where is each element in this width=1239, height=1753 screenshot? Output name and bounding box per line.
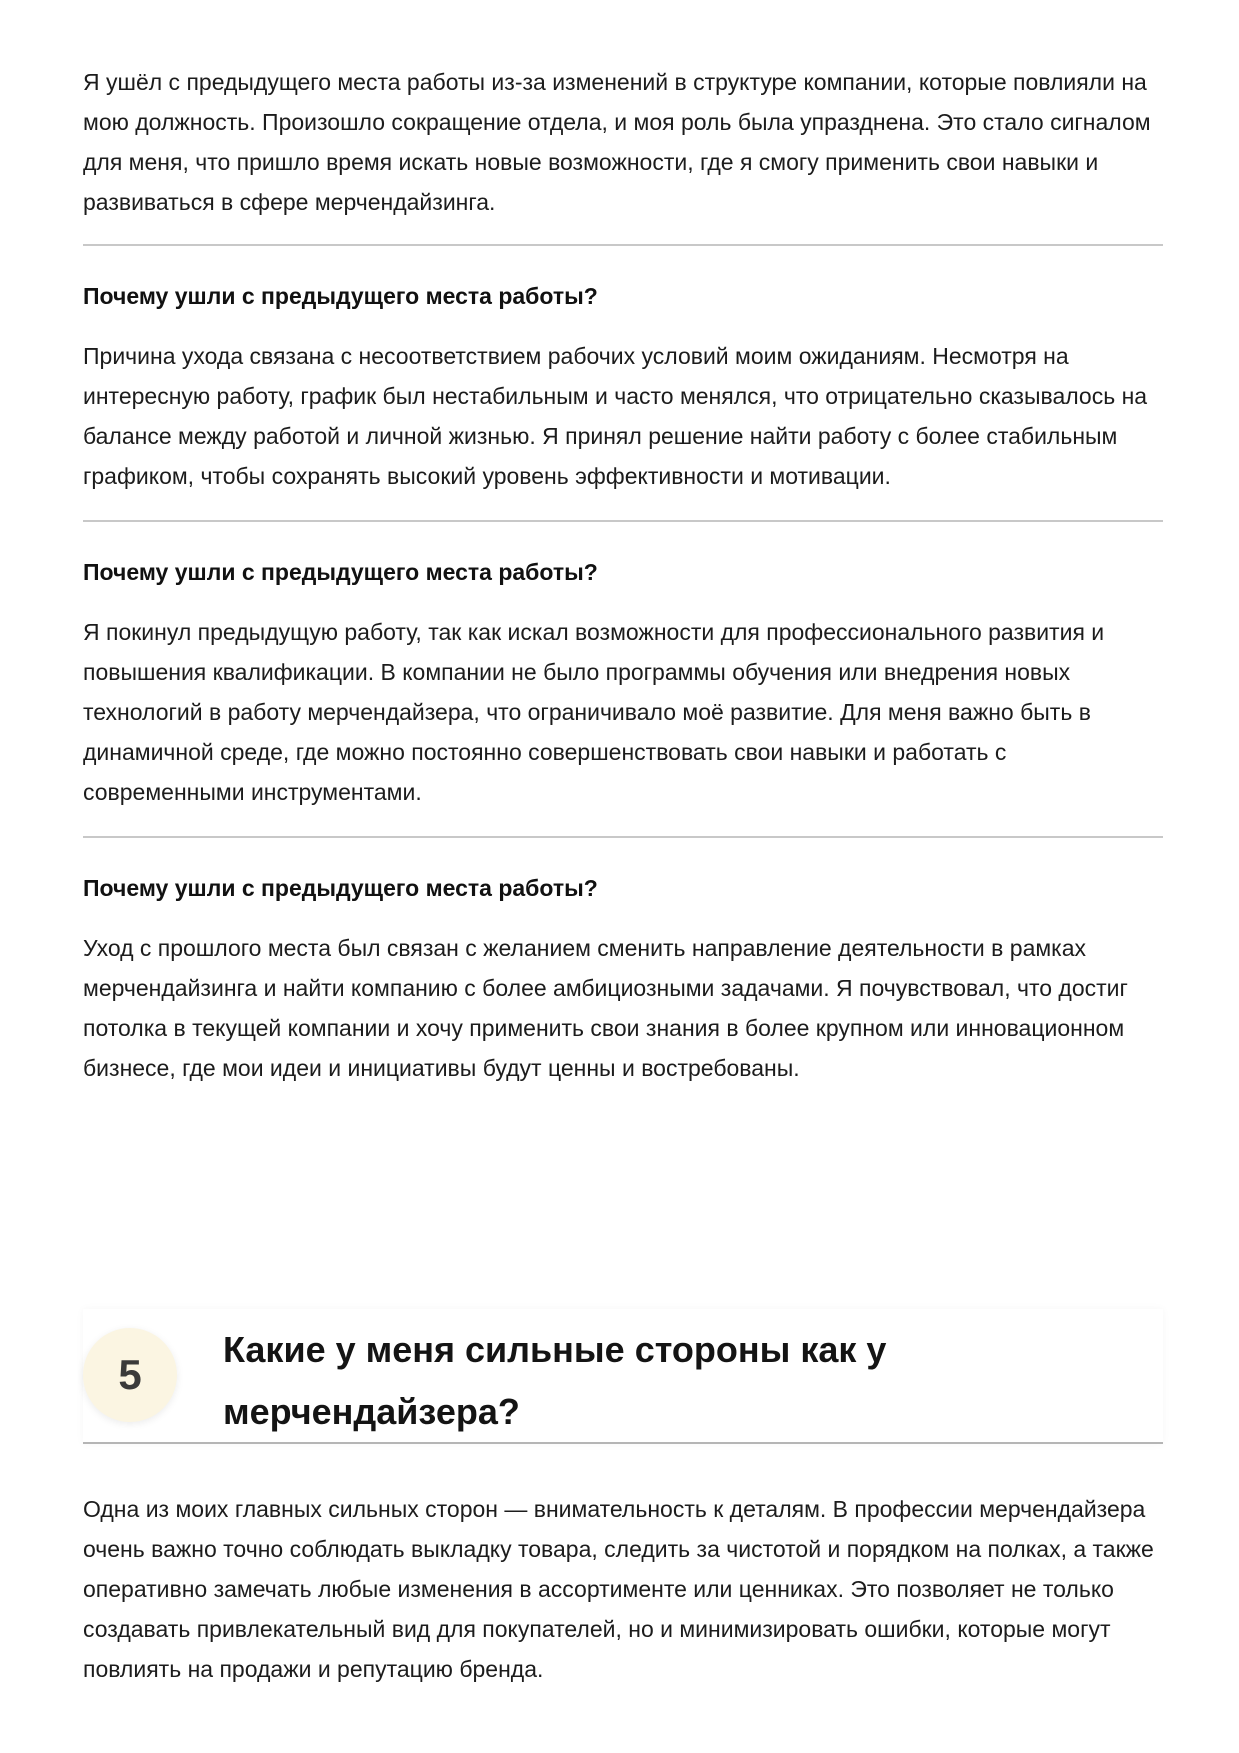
section-number-badge: 5 [83, 1328, 177, 1422]
question-heading: Почему ушли с предыдущего места работы? [83, 283, 598, 309]
divider [83, 244, 1163, 246]
qa-block-1 [83, 281, 1163, 496]
answer-text: Уход с прошлого места был связан с желанием сменить направление деятельности в рамках мерчендайзинга и найти компанию с более амбициозными задачами. Я почувствовал, что достиг потолка в текущей компании и хочу применить свои знания в более крупном или инновационном бизнесе, где мои идеи и инициативы будут ценны и востребованы. [83, 935, 1128, 1081]
answer-text: Причина ухода связана с несоответствием рабочих условий моим ожиданиям. Несмотря на интересную работу, график был нестабильным и часто менялся, что отрицательно сказывалось на балансе между работой и личной жизнью. Я принял решение найти работу с более стабильным графиком, чтобы сохранять высокий уровень эффективности и мотивации. [83, 343, 1148, 489]
qa-block-3 [83, 873, 1163, 1088]
section-underline [83, 1442, 1163, 1444]
question-heading: Почему ушли с предыдущего места работы? [83, 875, 598, 901]
divider [83, 836, 1163, 838]
answer-text: Я покинул предыдущую работу, так как искал возможности для профессионального развития и повышения квалификации. В компании не было программы обучения или внедрения новых технологий в работу мерчендайзера, что ограничивало моё развитие. Для меня важно быть в динамичной среде, где можно постоянно совершенствовать свои навыки и работать с современными инструментами. [83, 619, 1105, 805]
question-heading: Почему ушли с предыдущего места работы? [83, 559, 598, 585]
faq-content [83, 62, 1163, 1088]
section-header [83, 1309, 1163, 1444]
section-title: Какие у меня сильные стороны как у мерчендайзера? [223, 1329, 887, 1432]
qa-block-2 [83, 557, 1163, 812]
section-answer-text: Одна из моих главных сильных сторон — внимательность к деталям. В профессии мерчендайзера очень важно точно соблюдать выкладку товара, следить за чистотой и порядком на полках, а также оперативно замечать любые изменения в ассортименте или ценниках. Это позволяет не только создавать привлекательный вид для покупателей, но и минимизировать ошибки, которые могут повлиять на продажи и репутацию бренда. [83, 1496, 1154, 1682]
intro-answer: Я ушёл с предыдущего места работы из-за изменений в структуре компании, которые повлияли на мою должность. Произошло сокращение отдела, и моя роль была упразднена. Это стало сигналом для меня, что пришло время искать новые возможности, где я смогу применить свои навыки и развиваться в сфере мерчендайзинга. [83, 69, 1151, 215]
divider [83, 520, 1163, 522]
section-answer-block [83, 1489, 1163, 1689]
